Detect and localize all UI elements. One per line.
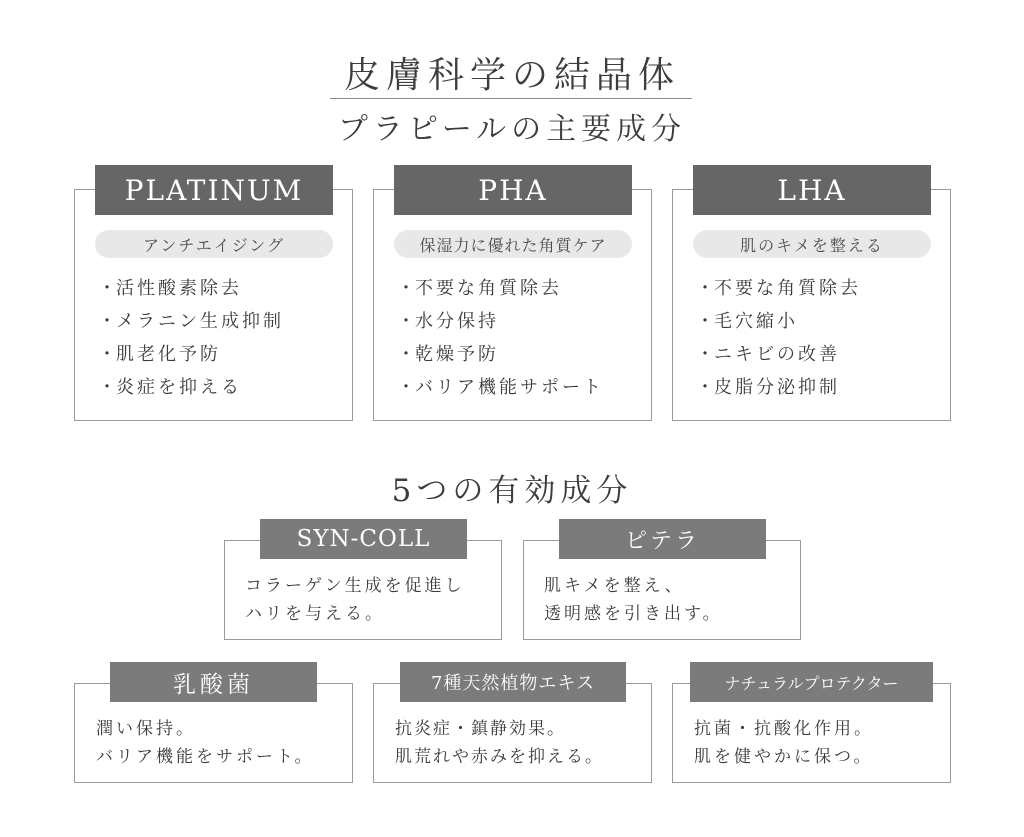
section-title: 5つの有効成分	[391, 473, 633, 509]
component-list-lha	[696, 272, 861, 404]
page-subtitle: プラピールの主要成分	[337, 112, 687, 147]
ingredient-desc-natural-protector	[694, 715, 874, 771]
title-divider	[330, 98, 692, 99]
ingredient-desc-plant-extracts	[395, 715, 604, 771]
list-item: ・ 皮脂分泌抑制	[696, 371, 861, 404]
component-tagline-lha: 肌のキメを整える	[693, 230, 931, 258]
desc-line: 抗菌・抗酸化作用。	[694, 719, 874, 739]
desc-line: 肌キメを整え、	[544, 576, 685, 596]
desc-line: 肌を健やかに保つ。	[694, 747, 874, 767]
desc-line: コラーゲン生成を促進し	[245, 576, 465, 596]
ingredient-header-lactobacillus: 乳酸菌	[110, 662, 317, 702]
page-title: 皮膚科学の結晶体	[343, 55, 680, 96]
component-tagline-platinum: アンチエイジング	[95, 230, 333, 258]
desc-line: 潤い保持。	[96, 719, 196, 739]
desc-line: ハリを与える。	[245, 604, 385, 624]
component-header-pha: PHA	[394, 165, 632, 215]
component-tagline-pha: 保湿力に優れた角質ケア	[394, 230, 632, 258]
ingredient-header-plant-extracts: 7種天然植物エキス	[400, 662, 626, 702]
list-item: ・ 毛穴縮小	[696, 305, 861, 338]
list-item: ・ 水分保持	[397, 305, 604, 338]
ingredient-desc-syn-coll	[245, 572, 465, 628]
list-item: ・ ニキビの改善	[696, 338, 861, 371]
list-item: ・ 肌老化予防	[98, 338, 284, 371]
desc-line: バリア機能をサポート。	[96, 747, 315, 767]
list-item: ・ メラニン生成抑制	[98, 305, 284, 338]
component-list-pha	[397, 272, 604, 404]
list-item: ・ 炎症を抑える	[98, 371, 284, 404]
ingredient-header-pitera: ピテラ	[559, 519, 766, 559]
ingredient-desc-lactobacillus	[96, 715, 314, 771]
list-item: ・ 不要な角質除去	[696, 272, 861, 305]
ingredient-header-natural-protector: ナチュラルプロテクター	[690, 662, 933, 702]
list-item: ・ バリア機能サポート	[397, 371, 604, 404]
desc-line: 肌荒れや赤みを抑える。	[395, 747, 604, 767]
desc-line: 抗炎症・鎮静効果。	[395, 719, 566, 739]
desc-line: 透明感を引き出す。	[544, 604, 723, 624]
list-item: ・ 活性酸素除去	[98, 272, 284, 305]
component-list-platinum	[98, 272, 284, 404]
ingredient-desc-pitera	[544, 572, 723, 628]
list-item: ・ 不要な角質除去	[397, 272, 604, 305]
ingredient-header-syn-coll: SYN-COLL	[260, 519, 467, 559]
list-item: ・ 乾燥予防	[397, 338, 604, 371]
component-header-lha: LHA	[693, 165, 931, 215]
component-header-platinum: PLATINUM	[95, 165, 333, 215]
